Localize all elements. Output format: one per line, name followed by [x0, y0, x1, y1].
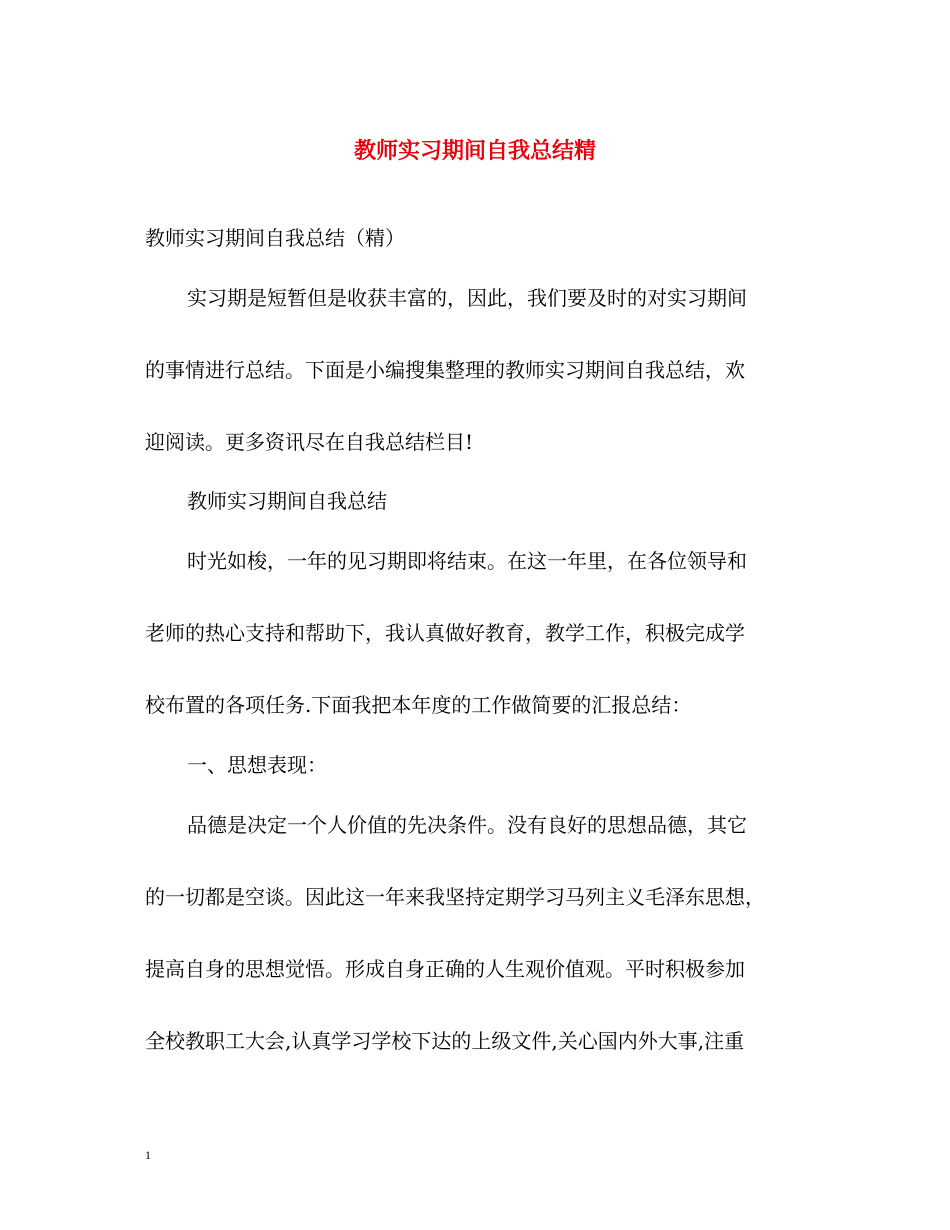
subtitle-line: 教师实习期间自我总结（精）	[145, 226, 405, 250]
paragraph-line: 的事情进行总结。下面是小编搜集整理的教师实习期间自我总结，欢	[145, 358, 745, 382]
section-heading: 一、思想表现：	[187, 753, 327, 777]
paragraph-line: 的一切都是空谈。因此这一年来我坚持定期学习马列主义毛泽东思想，	[145, 885, 765, 909]
paragraph-line: 校布置的各项任务.下面我把本年度的工作做简要的汇报总结：	[145, 693, 692, 717]
section-heading: 教师实习期间自我总结	[187, 489, 387, 513]
paragraph-line: 提高自身的思想觉悟。形成自身正确的人生观价值观。平时积极参加	[145, 957, 745, 981]
paragraph-line: 迎阅读。更多资讯尽在自我总结栏目!	[145, 430, 474, 454]
paragraph-line: 品德是决定一个人价值的先决条件。没有良好的思想品德，其它	[187, 813, 747, 837]
paragraph-line: 老师的热心支持和帮助下，我认真做好教育，教学工作，积极完成学	[145, 621, 745, 645]
paragraph-line: 全校教职工大会,认真学习学校下达的上级文件,关心国内外大事,注重	[145, 1029, 745, 1053]
document-title: 教师实习期间自我总结精	[353, 138, 596, 164]
paragraph-line: 实习期是短暂但是收获丰富的，因此，我们要及时的对实习期间	[187, 286, 747, 310]
page-number: 1	[145, 1148, 151, 1162]
paragraph-line: 时光如梭，一年的见习期即将结束。在这一年里，在各位领导和	[187, 549, 747, 573]
